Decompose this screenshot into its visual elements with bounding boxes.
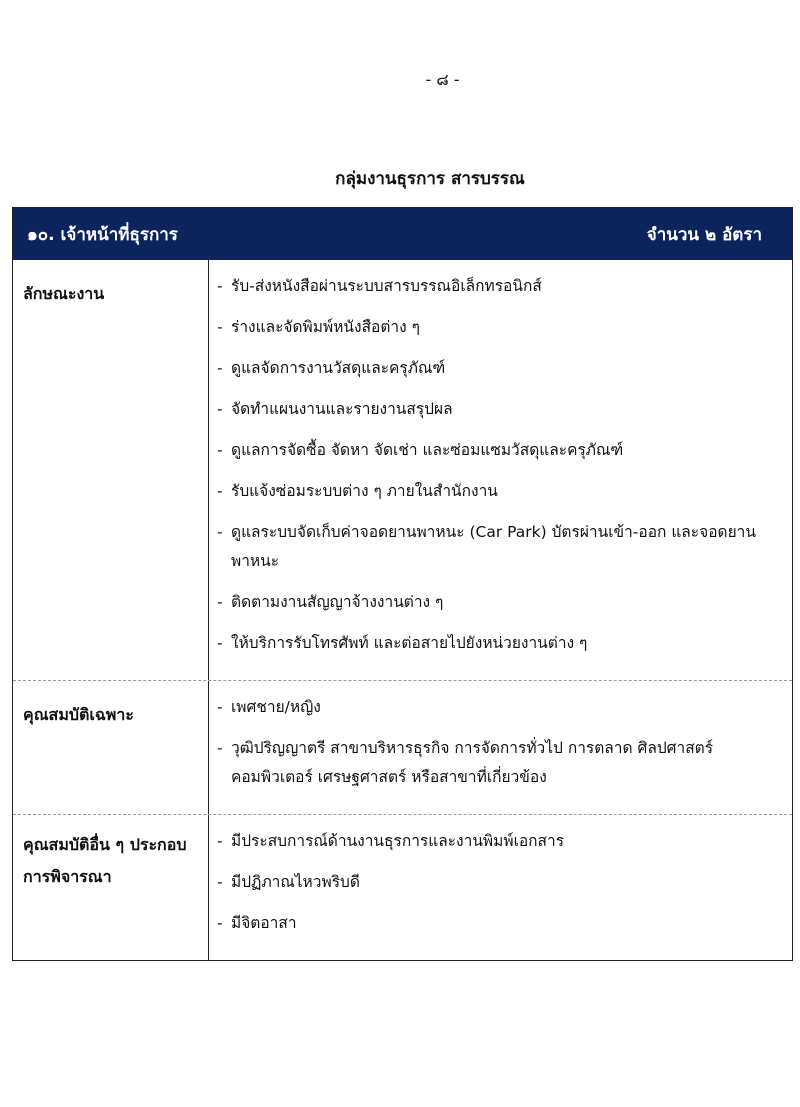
page-number: - ๘ - [425, 70, 460, 89]
table-row [13, 680, 792, 814]
position-title: ๑๐. เจ้าหน้าที่ธุรการ [27, 224, 178, 245]
bullet-dash: - [217, 277, 223, 295]
list-item-text: ให้บริการรับโทรศัพท์ และต่อสายไปยังหน่วยงานต่าง ๆ [231, 634, 588, 652]
list-item [217, 868, 792, 897]
list-item-text: วุฒิปริญญาตรี สาขาบริหารธุรกิจ การจัดการทั่วไป การตลาด ศิลปศาสตร์ คอมพิวเตอร์ เศรษฐศาสตร์ หรือสาขาที่เกี่ยวข้อง [231, 739, 714, 786]
list-item [217, 477, 792, 506]
list-item-text: มีปฏิภาณไหวพริบดี [231, 873, 360, 891]
list-item [217, 588, 792, 617]
list-item-text: เพศชาย/หญิง [231, 698, 321, 716]
list-item [217, 629, 792, 658]
table-header [13, 208, 792, 260]
quota: จำนวน ๒ อัตรา [646, 224, 762, 245]
list-item-text: จัดทำแผนงานและรายงานสรุปผล [231, 400, 453, 418]
row-items [209, 260, 792, 680]
bullet-dash: - [217, 634, 223, 652]
row-label: คุณสมบัติอื่น ๆ ประกอบการพิจารณา [13, 815, 209, 960]
list-item-text: รับ-ส่งหนังสือผ่านระบบสารบรรณอิเล็กทรอนิกส์ [231, 277, 542, 295]
bullet-dash: - [217, 914, 223, 932]
bullet-dash: - [217, 593, 223, 611]
table-row [13, 814, 792, 960]
bullet-dash: - [217, 400, 223, 418]
bullet-dash: - [217, 698, 223, 716]
list-item-text: ร่างและจัดพิมพ์หนังสือต่าง ๆ [231, 318, 420, 336]
list-item [217, 436, 792, 465]
bullet-dash: - [217, 523, 223, 541]
bullet-dash: - [217, 739, 223, 757]
list-item [217, 518, 792, 576]
list-item-text: รับแจ้งซ่อมระบบต่าง ๆ ภายในสำนักงาน [231, 482, 498, 500]
section-title: กลุ่มงานธุรการ สารบรรณ [335, 169, 525, 189]
list-item [217, 313, 792, 342]
list-item-text: มีจิตอาสา [231, 914, 297, 932]
bullet-dash: - [217, 359, 223, 377]
row-items [209, 815, 792, 960]
list-item [217, 395, 792, 424]
row-items [209, 681, 792, 814]
list-item [217, 827, 792, 856]
list-item-text: ดูแลการจัดซื้อ จัดหา จัดเช่า และซ่อมแซมวัสดุและครุภัณฑ์ [231, 441, 624, 459]
row-label: ลักษณะงาน [13, 260, 209, 680]
bullet-dash: - [217, 832, 223, 850]
list-item [217, 693, 792, 722]
list-item [217, 909, 792, 938]
bullet-dash: - [217, 318, 223, 336]
list-item-text: ดูแลจัดการงานวัสดุและครุภัณฑ์ [231, 359, 446, 377]
list-item [217, 734, 792, 792]
row-label: คุณสมบัติเฉพาะ [13, 681, 209, 814]
list-item-text: ติดตามงานสัญญาจ้างงานต่าง ๆ [231, 593, 444, 611]
list-item [217, 272, 792, 301]
bullet-dash: - [217, 441, 223, 459]
job-table [12, 207, 793, 961]
list-item-text: มีประสบการณ์ด้านงานธุรการและงานพิมพ์เอกสาร [231, 832, 565, 850]
table-row [13, 260, 792, 680]
list-item [217, 354, 792, 383]
bullet-dash: - [217, 873, 223, 891]
bullet-dash: - [217, 482, 223, 500]
list-item-text: ดูแลระบบจัดเก็บค่าจอดยานพาหนะ (Car Park) บัตรผ่านเข้า-ออก และจอดยานพาหนะ [231, 523, 756, 570]
